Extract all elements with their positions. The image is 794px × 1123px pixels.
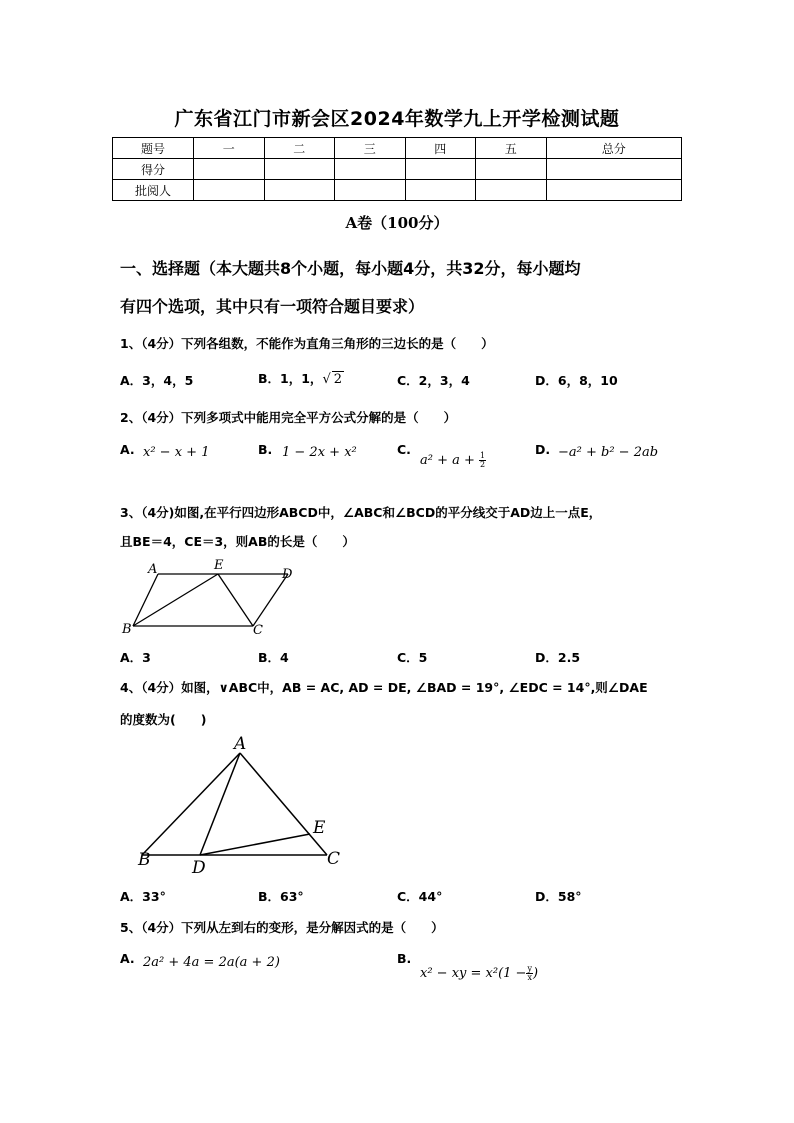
- q3-option-c: C．5: [397, 650, 428, 665]
- q3-option-d: D．2.5: [535, 650, 581, 665]
- q4-option-c: C．44°: [397, 889, 443, 904]
- table-cell: 得分: [113, 159, 194, 180]
- segment-ab: [142, 753, 240, 855]
- q3-option-b: B．4: [258, 650, 289, 665]
- label-e: E: [313, 818, 326, 838]
- label-d: D: [282, 567, 293, 582]
- table-cell: 三: [335, 138, 406, 159]
- label-e: E: [214, 558, 224, 573]
- section-subtitle: A卷（100分）: [345, 214, 449, 232]
- q2-option-c-text: a² + a +: [420, 453, 475, 468]
- table-cell: [546, 180, 682, 201]
- q5-option-b-left: x² − xy = x²(1 −: [420, 966, 527, 981]
- q2-option-c-label: C.: [397, 442, 411, 457]
- label-c: C: [253, 623, 263, 638]
- page-title: 广东省江门市新会区2024年数学九上开学检测试题: [174, 108, 620, 130]
- q4-option-b: B．63°: [258, 889, 304, 904]
- segment-ce: [218, 574, 253, 626]
- table-cell: [264, 180, 335, 201]
- q5-option-b-frac-den: x: [527, 973, 532, 982]
- q1-option-b-text: B．1，1，: [258, 371, 323, 386]
- table-row: [113, 159, 682, 180]
- q3-stem-line2: 且BE＝4，CE＝3，则AB的长是（ ）: [120, 534, 355, 549]
- q4-option-d: D．58°: [535, 889, 582, 904]
- triangle-figure: [130, 733, 350, 878]
- q4-option-a: A．33°: [120, 889, 166, 904]
- section-heading-line2: 有四个选项，其中只有一项符合题目要求）: [120, 297, 425, 316]
- table-cell: [264, 159, 335, 180]
- q5-option-b-right: ): [532, 966, 539, 981]
- table-row: [113, 180, 682, 201]
- table-cell: 题号: [113, 138, 194, 159]
- table-cell: [476, 159, 547, 180]
- segment-ad: [200, 753, 240, 855]
- table-cell: 总分: [546, 138, 682, 159]
- table-cell: [405, 159, 476, 180]
- q1-option-d: D．6，8，10: [535, 373, 618, 388]
- q2-option-b-expr: 1 − 2x + x²: [282, 445, 357, 460]
- section-heading-line1: 一、选择题（本大题共8个小题，每小题4分，共32分，每小题均: [120, 259, 581, 278]
- score-table: [112, 137, 682, 201]
- q2-option-a-label: A.: [120, 442, 135, 457]
- q3-stem-line1: 3、（4分)如图,在平行四边形ABCD中，∠ABC和∠BCD的平分线交于AD边上一点E，: [120, 505, 602, 520]
- label-b: B: [122, 622, 132, 637]
- q1-option-b: B．1，1，√ 2: [258, 371, 343, 387]
- label-c: C: [327, 849, 341, 869]
- q1-option-a: A．3，4，5: [120, 373, 194, 388]
- table-cell: 五: [476, 138, 547, 159]
- q2-option-d-label: D.: [535, 442, 551, 457]
- table-cell: 批阅人: [113, 180, 194, 201]
- q2-stem: 2、（4分）下列多项式中能用完全平方公式分解的是（ ）: [120, 410, 457, 425]
- q2-option-c-frac-num: 1: [480, 451, 486, 460]
- q5-option-b-label: B.: [397, 951, 412, 966]
- q1-stem: 1、（4分）下列各组数，不能作为直角三角形的三边长的是（ ）: [120, 336, 494, 351]
- table-cell: 四: [405, 138, 476, 159]
- table-cell: [335, 159, 406, 180]
- q2-option-d-expr: −a² + b² − 2ab: [558, 445, 659, 460]
- table-cell: [405, 180, 476, 201]
- table-cell: [476, 180, 547, 201]
- table-cell: [194, 180, 265, 201]
- q4-stem-line2: 的度数为( ): [120, 712, 207, 727]
- q4-stem-line1: 4、（4分）如图，∨ABC中，AB = AC, AD = DE, ∠BAD = 19°, ∠EDC = 14°,则∠DAE: [120, 680, 648, 695]
- q1-option-b-radicand: 2: [333, 372, 343, 387]
- q5-option-a-expr: 2a² + 4a = 2a(a + 2): [143, 955, 280, 970]
- label-d: D: [192, 858, 206, 878]
- q5-option-b-expr: [420, 965, 538, 982]
- q2-option-b-label: B.: [258, 442, 273, 457]
- q5-stem: 5、（4分）下列从左到右的变形，是分解因式的是（ ）: [120, 920, 444, 935]
- table-cell: [194, 159, 265, 180]
- q3-option-a: A．3: [120, 650, 151, 665]
- table-cell: [546, 159, 682, 180]
- segment-de: [200, 834, 310, 855]
- label-a: A: [148, 562, 158, 577]
- table-cell: [335, 180, 406, 201]
- label-b: B: [138, 850, 151, 870]
- table-cell: 一: [194, 138, 265, 159]
- q1-option-c: C．2，3，4: [397, 373, 470, 388]
- q2-option-c-expr: [420, 452, 486, 469]
- q2-option-a-expr: x² − x + 1: [143, 445, 210, 460]
- table-cell: 二: [264, 138, 335, 159]
- q2-option-c-frac-den: 2: [480, 460, 486, 469]
- q5-option-b-frac-num: y: [527, 964, 532, 973]
- parallelogram-figure: [118, 556, 308, 640]
- q5-option-a-label: A.: [120, 951, 135, 966]
- label-a: A: [234, 734, 247, 754]
- table-row: [113, 138, 682, 159]
